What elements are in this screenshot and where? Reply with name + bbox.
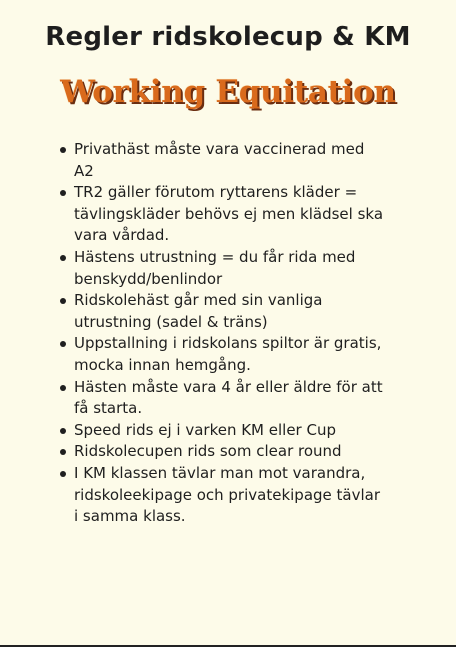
rules-list: [56, 139, 386, 528]
rule-item: I KM klassen tävlar man mot varandra, ridskoleekipage och privatekipage tävlar i samma klass.: [56, 463, 386, 528]
rule-item: Uppstallning i ridskolans spiltor är gratis, mocka innan hemgång.: [56, 333, 386, 376]
rule-item: Speed rids ej i varken KM eller Cup: [56, 420, 386, 442]
rule-item: TR2 gäller förutom ryttarens kläder = tävlingskläder behövs ej men klädsel ska vara vårdad.: [56, 182, 386, 247]
page-title: Regler ridskolecup & KM: [45, 22, 411, 52]
rule-item: Hästen måste vara 4 år eller äldre för att få starta.: [56, 377, 386, 420]
rule-item: Ridskolehäst går med sin vanliga utrustning (sadel & träns): [56, 290, 386, 333]
rule-item: Privathäst måste vara vaccinerad med A2: [56, 139, 386, 182]
rule-item: Ridskolecupen rids som clear round: [56, 441, 386, 463]
rule-item: Hästens utrustning = du får rida med benskydd/benlindor: [56, 247, 386, 290]
page-subtitle: Working Equitation: [60, 74, 396, 110]
